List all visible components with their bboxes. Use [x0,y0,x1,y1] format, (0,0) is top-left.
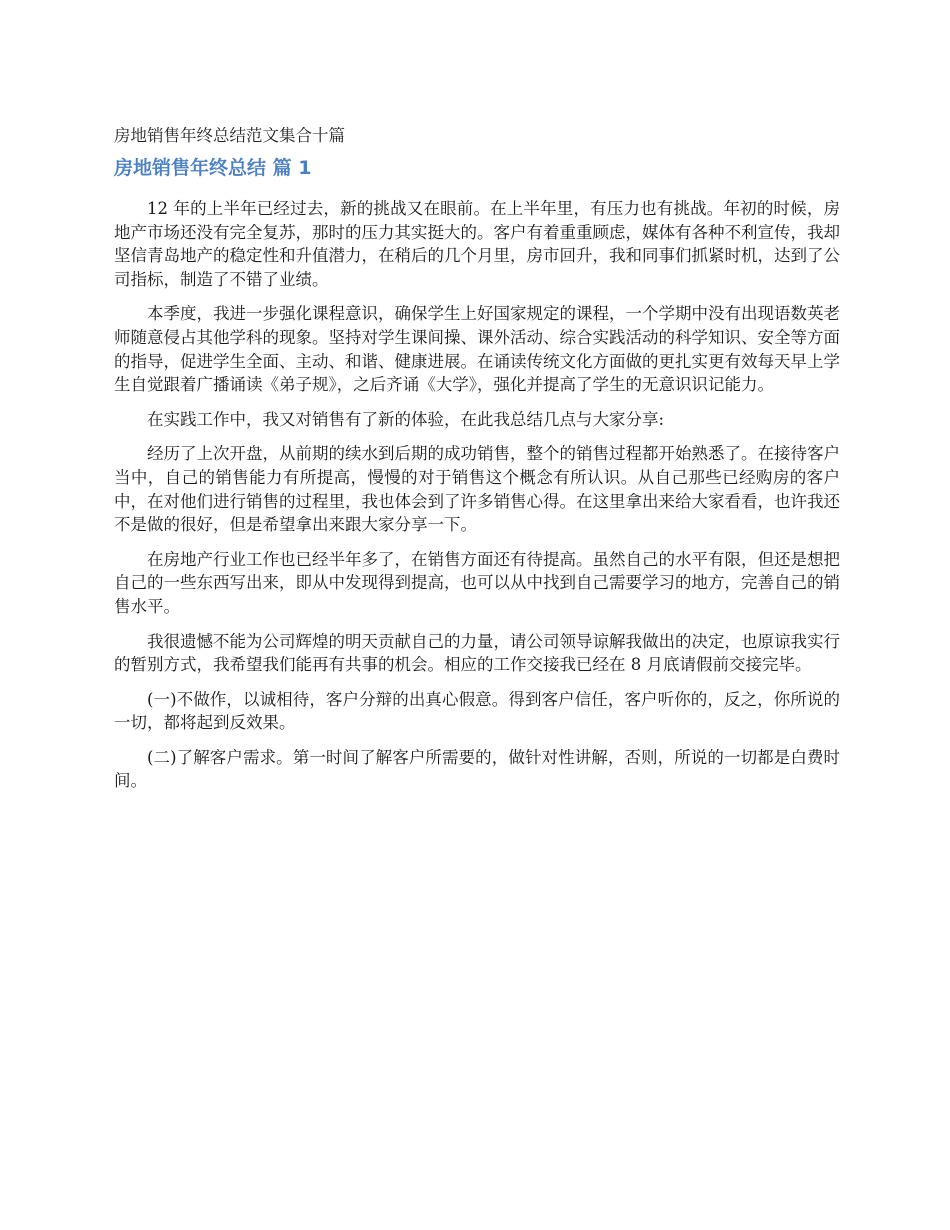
paragraph-3: 在实践工作中，我又对销售有了新的体验，在此我总结几点与大家分享: [147,409,665,429]
paragraph-7: (一)不做作，以诚相待，客户分辩的出真心假意。得到客户信任，客户听你的，反之，你所说的一切，都将起到反效果。 [114,689,840,733]
document-body [114,123,840,804]
paragraph-6: 我很遗憾不能为公司辉煌的明天贡献自己的力量，请公司领导谅解我做出的决定，也原谅我实行的暂别方式，我希望我们能再有共事的机会。相应的工作交接我已经在 8 月底请假前交接完毕。 [114,631,840,675]
paragraph-2: 本季度，我进一步强化课程意识，确保学生上好国家规定的课程，一个学期中没有出现语数英老师随意侵占其他学科的现象。坚持对学生课间操、课外活动、综合实践活动的科学知识、安全等方面的指导，促进学生全面、主动、和谐、健康进展。在诵读传统文化方面做的更扎实更有效每天早上学生自觉跟着广播诵读《弟子规》，之后齐诵《大学》，强化并提高了学生的无意识识记能力。 [114,304,840,395]
paragraph-1: 12 年的上半年已经过去，新的挑战又在眼前。在上半年里，有压力也有挑战。年初的时候，房地产市场还没有完全复苏，那时的压力其实挺大的。客户有着重重顾虑，媒体有各种不利宣传，我却坚信青岛地产的稳定性和升值潜力，在稍后的几个月里，房市回升，我和同事们抓紧时机，达到了公司指标，制造了不错了业绩。 [114,199,840,289]
section-heading: 房地销售年终总结 篇 1 [114,157,312,179]
paragraph-8: (二)了解客户需求。第一时间了解客户所需要的，做针对性讲解，否则，所说的一切都是白费时间。 [114,747,840,791]
paragraph-5: 在房地产行业工作也已经半年多了，在销售方面还有待提高。虽然自己的水平有限，但还是想把自己的一些东西写出来，即从中发现得到提高，也可以从中找到自己需要学习的地方，完善自己的销售水平。 [114,549,840,616]
document-title: 房地销售年终总结范文集合十篇 [114,126,345,145]
paragraph-4: 经历了上次开盘，从前期的续水到后期的成功销售，整个的销售过程都开始熟悉了。在接待客户当中，自己的销售能力有所提高，慢慢的对于销售这个概念有所认识。从自己那些已经购房的客户中，在对他们进行销售的过程里，我也体会到了许多销售心得。在这里拿出来给大家看看，也许我还不是做的很好，但是希望拿出来跟大家分享一下。 [114,444,840,535]
